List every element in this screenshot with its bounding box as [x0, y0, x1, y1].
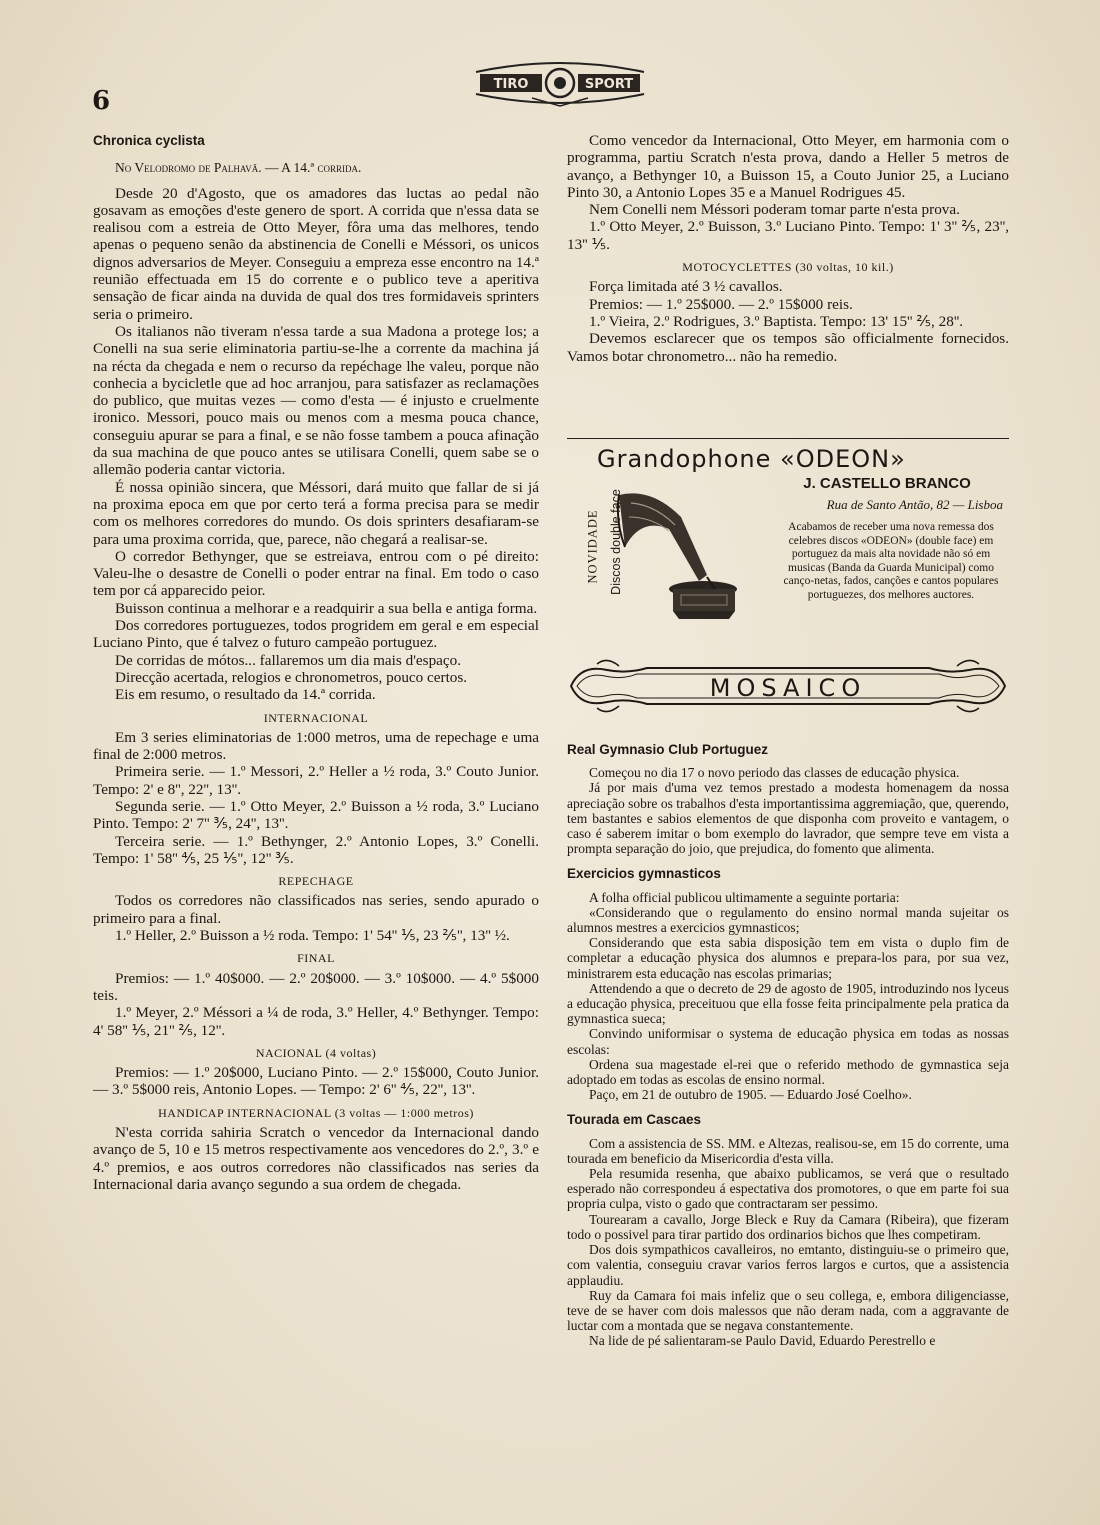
- paragraph: Dos dois sympathicos cavalleiros, no emtanto, distinguiu-se o primeiro que, com valentia, conseguiu cravar varios ferros largos e curtos, que a assistencia applaudiu.: [567, 1242, 1009, 1288]
- paragraph: Primeira serie. — 1.º Messori, 2.º Heller a ½ roda, 3.º Couto Junior. Tempo: 2' e 8'', 22'', 13''.: [93, 763, 539, 798]
- right-column-top: [567, 132, 1009, 365]
- left-column: [93, 132, 539, 1193]
- svg-text:TIRO: TIRO: [493, 77, 529, 92]
- paragraph: De corridas de mótos... fallaremos um dia mais d'espaço.: [115, 651, 462, 669]
- section-title-tourada: Tourada em Cascaes: [567, 1112, 702, 1128]
- paragraph: «Considerando que o regulamento do ensino normal manda sujeitar os alumnos mestres a exercicios gymnasticos;: [567, 904, 1009, 936]
- paragraph: Attendendo a que o decreto de 29 de agosto de 1905, introduzindo nos lyceus a educação physica, preceituou que ella fosse feita principalmente pela pratica da gymnastica sueca;: [567, 980, 1009, 1027]
- section-title-chronica: Chronica cyclista: [93, 133, 205, 148]
- paragraph: N'esta corrida sahiria Scratch o vencedor da Internacional dando avanço de 5, 10 e 15 metros respectivamente aos vencedores do 2.º, 3.º e 4.º premios, e aos outros corredores não classificados nas series da Internacional daria avanço segundo a sua ordem de chegada.: [93, 1124, 539, 1193]
- odeon-advert: [567, 438, 1009, 639]
- paragraph: Já por mais d'uma vez temos prestado a modesta homenagem da nossa apreciação sobre os trabalhos d'esta importantissima aggremiação, que, querendo, tem bastantes e sabios elementos de que disponha com proveito e vantagem, o caso é saberem imitar o bom exemplo do lavrador, que sempre teve em vista a prompta separação do joio, que prejudica, do fomento que alimenta.: [567, 780, 1009, 857]
- paragraph: Desde 20 d'Agosto, que os amadores das luctas ao pedal não gosavam as emoções d'este genero de sport. A corrida que n'essa data se realisou com a estreia de Otto Meyer, fôra uma das melhores, tendo apenas o pequeno senão da abstinencia de Conelli e Méssori, os unicos dignos adversarios de Meyer. Conseguiu a empreza esse encontro na 14.ª reunião effectuada em 15 do corrente e o publico teve a aperitiva sensação de ficar ainda na duvida de qual dos tres formidaveis sprinters seria o primeiro.: [93, 184, 539, 323]
- paragraph: Todos os corredores não classificados nas series, sendo apurado o primeiro para a final.: [93, 892, 539, 927]
- advert-address: Rua de Santo Antão, 82 — Lisboa: [826, 497, 1003, 512]
- paragraph: Com a assistencia de SS. MM. e Altezas, realisou-se, em 15 do corrente, uma tourada em beneficio da Misericordia d'esta villa.: [567, 1135, 1009, 1166]
- paragraph: A folha official publicou ultimamente a seguinte portaria:: [589, 889, 900, 905]
- paragraph: É nossa opinião sincera, que Méssori, dará muito que fallar de si já na proxima epoca em que por certo terá a forma precisa para se medir com os melhores corredores do mundo. Os dois sprinters desafiaram-se para uma proxima corrida, que, parece, não chegará a realisar-se.: [93, 478, 539, 548]
- paragraph: Paço, em 21 de outubro de 1905. — Eduardo José Coelho».: [589, 1087, 912, 1103]
- paragraph: Dos corredores portuguezes, todos progridem em geral e em especial Luciano Pinto, que é talvez o futuro campeão portuguez.: [93, 617, 539, 652]
- mosaico-title: MOSAICO: [709, 674, 867, 702]
- heading-motocyclettes: MOTOCYCLETTES (30 voltas, 10 kil.): [682, 260, 894, 275]
- heading-internacional: INTERNACIONAL: [263, 710, 369, 725]
- paragraph: Devemos esclarecer que os tempos são officialmente fornecidos. Vamos botar chronometro... não ha remedio.: [567, 330, 1009, 365]
- mosaico-column: [567, 742, 1009, 1349]
- heading-final: FINAL: [297, 951, 335, 966]
- paragraph: Força limitada até 3 ½ cavallos.: [589, 278, 783, 296]
- paragraph: Terceira serie. — 1.º Bethynger, 2.º Antonio Lopes, 3.º Conelli. Tempo: 1' 58'' ⅘, 25 ⅕'', 12'' ⅗.: [93, 832, 539, 867]
- paragraph: Considerando que esta sabia disposição tem em vista o duplo fim de completar a educação physica dos alumnos e prepara-los para, por sua vez, ministrarem esta educação nas escolas primarias;: [567, 935, 1009, 981]
- paragraph: Ordena sua magestade el-rei que o referido methodo de gymnastica seja adoptado em todas as escolas de ensino normal.: [567, 1056, 1009, 1088]
- gramophone-illustration: [611, 477, 741, 627]
- paragraph: Nem Conelli nem Méssori poderam tomar parte n'esta prova.: [589, 201, 960, 219]
- masthead-logo: [472, 58, 648, 108]
- paragraph: Direcção acertada, relogios e chronometros, pouco certos.: [115, 668, 468, 686]
- heading-handicap: HANDICAP INTERNACIONAL (3 voltas — 1:000 metros): [158, 1105, 474, 1120]
- paragraph: Premios: — 1.º 20$000, Luciano Pinto. — 2.º 15$000, Couto Junior. — 3.º 5$000 reis, Antonio Lopes. — Tempo: 2' 6'' ⅘, 22'', 13''.: [93, 1064, 539, 1099]
- paragraph: 1.º Otto Meyer, 2.º Buisson, 3.º Luciano Pinto. Tempo: 1' 3'' ⅖, 23'', 13'' ⅕.: [567, 218, 1009, 253]
- paragraph: Pela resumida resenha, que abaixo publicamos, se verá que o resultado esperado não correspondeu á espectativa dos promotores, o que em parte foi sua propria culpa, visto o gado que contractaram ser pessimo.: [567, 1166, 1009, 1212]
- paragraph: Tourearam a cavallo, Jorge Bleck e Ruy da Camara (Ribeira), que fizeram todo o possivel para tirar partido dos ordinarios bichos que lhes competiram.: [567, 1211, 1009, 1242]
- paragraph: Convindo uniformisar o systema de educação physica em todas as nossas escolas:: [567, 1026, 1009, 1057]
- paragraph: Premios: — 1.º 25$000. — 2.º 15$000 reis.: [589, 295, 853, 313]
- section-title-exercicios: Exercicios gymnasticos: [567, 866, 721, 882]
- advert-company: J. CASTELLO BRANCO: [803, 475, 971, 492]
- paragraph: Na lide de pé salientaram-se Paulo David, Eduardo Perestrello e: [589, 1333, 936, 1349]
- paragraph: Segunda serie. — 1.º Otto Meyer, 2.º Buisson a ½ roda, 3.º Luciano Pinto. Tempo: 2' 7'' ⅗, 24'', 13''.: [93, 797, 539, 833]
- mosaico-banner: [567, 656, 1009, 716]
- paragraph: Buisson continua a melhorar e a readquirir a sua bella e antiga forma.: [115, 599, 538, 617]
- subhead: No Velodromo de Palhavã. — A 14.ª corrida.: [115, 160, 362, 176]
- section-title-gymnasio: Real Gymnasio Club Portuguez: [567, 742, 769, 757]
- paragraph: 1.º Vieira, 2.º Rodrigues, 3.º Baptista. Tempo: 13' 15'' ⅖, 28''.: [589, 312, 964, 330]
- paragraph: Começou no dia 17 o novo periodo das classes de educação physica.: [589, 765, 960, 781]
- advert-vertical-novidade: NOVIDADE: [585, 509, 600, 584]
- page-number: 6: [92, 86, 111, 116]
- advert-title: Grandophone «ODEON»: [597, 445, 906, 473]
- heading-nacional: NACIONAL (4 voltas): [255, 1045, 377, 1060]
- paragraph: Eis em resumo, o resultado da 14.ª corrida.: [115, 686, 376, 704]
- heading-repechage: REPECHAGE: [278, 874, 354, 889]
- paragraph: 1.º Meyer, 2.º Méssori a ¼ de roda, 3.º Heller, 4.º Bethynger. Tempo: 4' 58'' ⅕, 21'' ⅖, 12''.: [93, 1004, 539, 1039]
- paragraph: Premios: — 1.º 40$000. — 2.º 20$000. — 3.º 10$000. — 4.º 5$000 teis.: [93, 969, 539, 1004]
- paragraph: Em 3 series eliminatorias de 1:000 metros, uma de repechage e uma final de 2:000 metros.: [93, 728, 539, 764]
- advert-vertical-discos: Discos double face: [609, 489, 623, 595]
- paragraph: 1.º Heller, 2.º Buisson a ½ roda. Tempo: 1' 54'' ⅕, 23 ⅖'', 13'' ½.: [115, 927, 510, 945]
- paragraph: Os italianos não tiveram n'essa tarde a sua Madona a protege los; a Conelli na sua serie eliminatoria partiu-se-lhe a corrente da machina já na récta da chegada e nem o recurso da repéchage lhe valeu, porque não conhecia a bycicletle que ad hoc arranjou, para satisfazer as reclamações do publico, que muitas vezes — como d'esta — é injusto e cruelmente ironico. Messori, pouco mais ou menos com a mesma pouca chance, conseguiu apurar se para a final, e se não fosse tambem a pouca afinação da sua machina de que pouco antes se utilisara Conelli, quem sabe se o allemão poderia cantar victoria.: [93, 322, 539, 479]
- paragraph: Como vencedor da Internacional, Otto Meyer, em harmonia com o programma, partiu Scratch n'esta prova, dando a Heller 5 metros de avanço, a Bethynger 10, a Buisson 15, a Couto Junior 25, a Luciano Pinto 30, a Antonio Lopes 35 e a Manuel Rodrigues 45.: [567, 132, 1009, 201]
- paragraph: Ruy da Camara foi mais infeliz que o seu collega, e, embora diligenciasse, teve de se haver com dois malessos que não deram nada, com a aggravante de luctar com a montada que se negava constantemente.: [567, 1287, 1009, 1334]
- advert-body: Acabamos de receber uma nova remessa dos celebres discos «ODEON» (double face) em portuguez da mais alta novidade não só em musicas (Banda da Guarda Municipal) como canço-netas, fados, canções e cantos populares portuguezes, dos melhores auctores.: [783, 521, 999, 601]
- paragraph: O corredor Bethynger, que se estreiava, entrou com o pé direito: Valeu-lhe o desastre de Conelli o poder entrar na final. Em todo o caso tem por cá apparecido peior.: [93, 547, 539, 600]
- svg-text:SPORT: SPORT: [584, 77, 634, 92]
